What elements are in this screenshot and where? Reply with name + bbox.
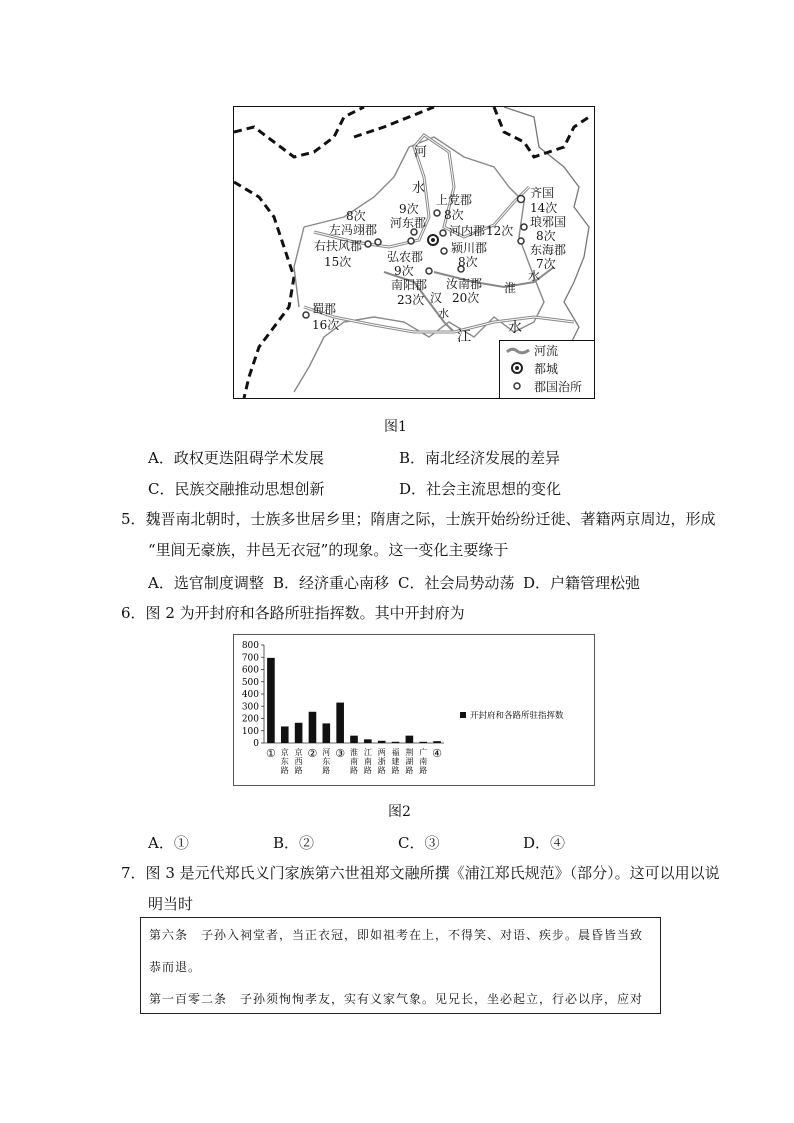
prefecture-dot-shangdang <box>434 210 440 216</box>
count-yingchuan: 8次 <box>458 255 478 269</box>
figure2-caption: 图2 <box>388 804 411 820</box>
q6-option-a-text: ① <box>173 834 189 852</box>
q6-option-a-letter: A． <box>148 834 174 852</box>
y-tick-label: 0 <box>253 739 259 749</box>
label-qiguo: 齐国 <box>530 186 555 200</box>
x-tick-label: 江南路 <box>363 748 372 775</box>
x-tick-label: 京西路 <box>294 748 303 775</box>
bar-7 <box>350 736 358 743</box>
legend-prefecture-icon <box>510 379 524 393</box>
prefecture-dot-hongnong <box>408 238 414 244</box>
q6-option-d-text: ④ <box>550 834 566 852</box>
label-zuofengyi: 左冯翊郡 <box>329 223 378 237</box>
map-legend <box>499 340 594 398</box>
legend-river-label: 河流 <box>534 344 559 358</box>
border-dashed-west <box>234 182 294 398</box>
q6-option-c-letter: C． <box>398 834 425 852</box>
count-runan: 20次 <box>452 291 480 305</box>
prefecture-dot-langya <box>521 224 527 230</box>
y-tick-label: 400 <box>241 690 259 700</box>
bar-3 <box>295 723 303 743</box>
q5-number: 5． <box>121 510 146 528</box>
legend-capital-icon <box>510 361 524 375</box>
river-label-shui-north: 水 <box>412 181 426 196</box>
excerpt-line1: 第六条 子孙入祠堂者，当正衣冠，即如祖考在上，不得笑、对语、疾步。晨昏皆当致 <box>149 928 644 942</box>
q5-option-b-letter: B． <box>273 574 300 592</box>
q6-option-b-letter: B． <box>273 834 300 852</box>
legend-swatch <box>460 712 466 718</box>
q5-option-c-text: 社会局势动荡 <box>424 574 515 592</box>
q5-option-d-letter: D． <box>523 574 551 592</box>
bar-12 <box>419 742 427 743</box>
prefecture-dot-zuofengyi <box>375 239 381 245</box>
prefecture-dot-shu <box>303 312 309 318</box>
count-zuofengyi: 8次 <box>346 209 366 223</box>
excerpt-line3: 第一百零二条 子孙须恂恂孝友，实有义家气象。见兄长，坐必起立，行必以序，应对 <box>149 992 644 1006</box>
count-hedong: 9次 <box>399 202 419 216</box>
x-tick-label: ① <box>265 747 276 760</box>
x-tick-label: ② <box>307 747 318 760</box>
q4-option-b-letter: B． <box>399 449 426 467</box>
bar-4 <box>309 712 317 743</box>
q4-option-c-letter: C． <box>148 480 175 498</box>
chart-canvas <box>234 635 594 785</box>
q5-option-b-text: 经济重心南移 <box>299 574 390 592</box>
count-shu: 16次 <box>312 318 340 332</box>
garrison-chart-figure <box>233 634 595 786</box>
q6-option-c-text: ③ <box>424 834 440 852</box>
border-dashed-north <box>234 107 364 157</box>
q4-option-c-text: 民族交融推动思想创新 <box>174 480 325 498</box>
q5-stem-line2: “里闾无豪族，井邑无衣冠”的现象。这一变化主要缘于 <box>148 541 509 559</box>
prefecture-dot-qiguo <box>518 196 525 203</box>
legend-river-icon <box>506 346 530 356</box>
river-label-han: 汉 <box>430 291 443 305</box>
count-qiguo: 14次 <box>530 201 558 215</box>
q7-number: 7． <box>121 864 146 882</box>
q5-option-a-letter: A． <box>148 574 174 592</box>
legend-capital-label: 都城 <box>534 362 559 376</box>
figure1-caption: 图1 <box>384 419 407 435</box>
q5-option-d[interactable] <box>523 572 640 593</box>
label-henei: 河内郡 <box>449 224 486 238</box>
prefecture-dot-henei <box>440 230 446 236</box>
y-tick-label: 200 <box>241 714 259 725</box>
q4-option-a-letter: A． <box>148 449 174 467</box>
q4-option-a-text: 政权更迭阻碍学术发展 <box>173 449 324 467</box>
label-runan: 汝南郡 <box>446 277 483 291</box>
q5-stem-line1 <box>121 509 716 529</box>
count-nanyang: 23次 <box>397 293 425 307</box>
y-tick-label: 600 <box>241 665 259 676</box>
x-tick-label: 福建路 <box>391 748 400 775</box>
river-label-shui-huai: 水 <box>528 269 541 283</box>
q6-option-b[interactable] <box>273 832 314 853</box>
prefecture-dot-donghai <box>518 238 524 244</box>
q6-option-b-text: ② <box>299 834 315 852</box>
q6-option-d[interactable] <box>523 832 565 853</box>
q4-option-c[interactable] <box>148 478 325 499</box>
label-langya: 琅邪国 <box>530 215 567 229</box>
q5-option-a-text: 选官制度调整 <box>173 574 264 592</box>
q5-option-d-text: 户籍管理松弛 <box>550 574 641 592</box>
bar-11 <box>406 736 414 743</box>
excerpt-line2: 恭而退。 <box>149 960 202 974</box>
river-label-jiang: 江 <box>457 329 471 345</box>
y-tick-label: 100 <box>241 726 259 737</box>
count-langya: 8次 <box>536 229 556 243</box>
y-tick-label: 500 <box>241 677 259 688</box>
prefecture-dot-nanyang <box>426 268 432 274</box>
label-shu: 蜀郡 <box>312 302 337 316</box>
legend-prefecture-label: 郡国治所 <box>534 380 583 394</box>
q4-option-b-text: 南北经济发展的差异 <box>425 449 561 467</box>
q4-option-d-letter: D． <box>399 480 427 498</box>
river-label-shui-han: 水 <box>438 307 449 320</box>
label-hedong: 河东郡 <box>390 216 427 230</box>
label-nanyang: 南阳郡 <box>391 278 428 292</box>
river-label-shui-jiang: 水 <box>508 320 522 336</box>
count-youfufeng: 15次 <box>324 255 352 269</box>
q5-line1-text: 魏晋南北朝时，士族多世居乡里；隋唐之际，士族开始纷纷迁徙、著籍两京周边，形成 <box>145 510 716 528</box>
q6-option-c[interactable] <box>398 832 440 853</box>
x-tick-label: 河东路 <box>322 748 331 775</box>
x-tick-label: 京东路 <box>280 748 289 775</box>
q7-stem-line2: 明当时 <box>148 895 194 913</box>
q4-option-d[interactable] <box>399 478 561 499</box>
x-tick-label: 广南路 <box>419 748 428 775</box>
q5-option-c-letter: C． <box>398 574 425 592</box>
label-shangdang: 上党郡 <box>436 193 473 207</box>
q7-line1-text: 图 3 是元代郑氏义门家族第六世祖郑文融所撰《浦江郑氏规范》（部分）。这可以用以说 <box>145 864 720 882</box>
count-shangdang: 8次 <box>444 208 464 222</box>
bar-9 <box>378 741 386 743</box>
bar-8 <box>364 739 372 743</box>
q6-text: 图 2 为开封府和各路所驻指挥数。其中开封府为 <box>145 604 465 622</box>
y-tick-label: 700 <box>241 653 259 664</box>
river-label-he: 河 <box>414 145 428 160</box>
x-tick-label: 荆湖路 <box>405 748 414 775</box>
q4-option-d-text: 社会主流思想的变化 <box>426 480 562 498</box>
prefecture-dot-youfufeng <box>365 241 371 247</box>
q6-stem <box>121 603 465 623</box>
count-hongnong: 9次 <box>394 264 414 278</box>
border-dashed-north2 <box>354 107 434 137</box>
label-hongnong: 弘农郡 <box>387 250 424 264</box>
q4-option-b[interactable] <box>399 447 560 468</box>
q5-option-a[interactable] <box>148 572 264 593</box>
prefecture-dot-yingchuan <box>441 248 447 254</box>
x-tick-label: 淮南路 <box>350 748 358 775</box>
count-henei: 12次 <box>486 224 514 238</box>
label-donghai: 东海郡 <box>530 243 567 257</box>
han-map-figure <box>233 106 595 399</box>
label-youfufeng: 右扶风郡 <box>314 239 363 253</box>
bar-6 <box>336 703 344 743</box>
bar-5 <box>323 723 331 743</box>
count-donghai: 7次 <box>536 257 556 271</box>
x-tick-label: ④ <box>432 747 443 760</box>
label-yingchuan: 颍川郡 <box>451 241 488 255</box>
river-label-huai: 淮 <box>504 281 517 295</box>
q6-option-a[interactable] <box>148 832 189 853</box>
x-tick-label: ③ <box>335 747 346 760</box>
bar-2 <box>281 726 289 743</box>
bar-13 <box>433 741 441 743</box>
legend-label: 开封府和各路所驻指挥数 <box>470 711 564 721</box>
x-tick-label: 两浙路 <box>377 748 386 775</box>
bar-10 <box>392 742 400 743</box>
q6-number: 6． <box>121 604 146 622</box>
family-rules-excerpt <box>140 917 661 1014</box>
q5-option-b[interactable] <box>273 572 389 593</box>
bar-1 <box>267 658 275 743</box>
y-tick-label: 800 <box>241 641 259 651</box>
q4-option-a[interactable] <box>148 447 324 468</box>
q7-stem-line1 <box>121 863 720 883</box>
y-tick-label: 300 <box>241 702 259 713</box>
q5-option-c[interactable] <box>398 572 515 593</box>
q6-option-d-letter: D． <box>523 834 551 852</box>
